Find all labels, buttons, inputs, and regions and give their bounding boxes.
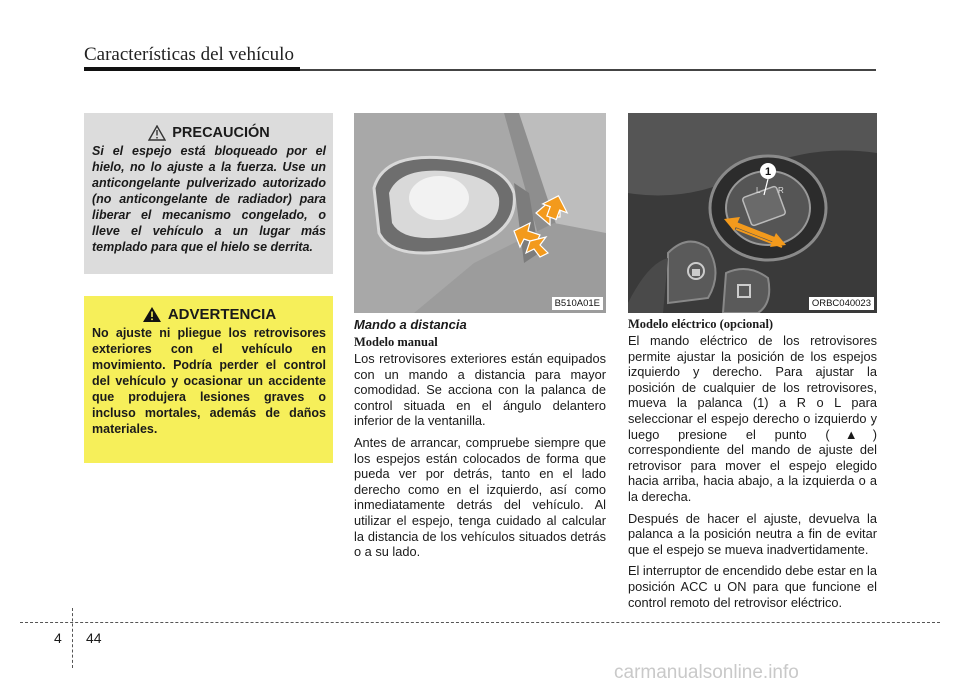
subheading-manual-model: Modelo manual bbox=[354, 335, 438, 349]
electric-paragraph-1 bbox=[628, 333, 877, 505]
figure-code-right: ORBC040023 bbox=[809, 297, 874, 310]
electric-section bbox=[628, 317, 877, 616]
callout-number-1: 1 bbox=[764, 166, 772, 178]
up-triangle-icon: ▲ bbox=[829, 426, 873, 442]
knob-label-l: L bbox=[756, 186, 761, 195]
footer-vertical-dashed-rule bbox=[72, 608, 73, 668]
watermark: carmanualsonline.info bbox=[614, 662, 799, 683]
warning-title: ADVERTENCIA bbox=[167, 306, 277, 323]
subheading-electric-model: Modelo eléctrico (opcional) bbox=[628, 317, 774, 331]
warning-triangle-icon bbox=[142, 306, 162, 323]
page-header-title: Características del vehículo bbox=[84, 44, 294, 65]
header-rule-thin bbox=[300, 69, 876, 71]
electric-paragraph-3: El interruptor de encendido debe estar en la posición ACC u ON para que funcione el control remoto del retrovisor eléctrico. bbox=[628, 563, 877, 610]
electric-paragraph-2: Después de hacer el ajuste, devuelva la palanca a la posición neutra a fin de evitar que el espejo se mueva inadvertidamente. bbox=[628, 510, 877, 557]
caution-triangle-icon bbox=[148, 125, 166, 141]
electric-p1-end: ) correspondiente del mando de ajuste del retrovisor para mover el espejo elegido hacia arriba, hacia abajo, a la izquierda o a la derecha. bbox=[628, 426, 877, 504]
mirror-illustration bbox=[354, 113, 606, 313]
electric-mirror-switch-photo bbox=[628, 113, 877, 313]
manual-section bbox=[354, 317, 606, 566]
warning-box bbox=[84, 296, 333, 463]
knob-label-r: R bbox=[778, 186, 784, 195]
caution-title: PRECAUCIÓN bbox=[172, 125, 270, 141]
manual-paragraph-1: Los retrovisores exteriores están equipados con un mando a distancia para mayor comodidad. Se acciona con la palanca de control situada en el ángulo delantero inferior de la ventanilla. bbox=[354, 351, 606, 429]
footer-dashed-rule bbox=[20, 622, 940, 623]
switch-illustration bbox=[628, 113, 877, 313]
header-rule-thick bbox=[84, 67, 300, 71]
manual-paragraph-2: Antes de arrancar, compruebe siempre que los espejos están colocados de forma que pueda ver por detrás, tanto en el lado derecho como en el izquierdo, así como inmediatamente detrás del vehículo. Al utilizar el espejo, tenga cuidado al calcular la distancia de los vehículos situados detrás o a su lado. bbox=[354, 434, 606, 560]
figure-code-left: B510A01E bbox=[552, 297, 603, 310]
page-number: 44 bbox=[86, 630, 102, 646]
manual-mirror-photo bbox=[354, 113, 606, 313]
caution-heading bbox=[92, 125, 326, 141]
section-heading-remote: Mando a distancia bbox=[354, 317, 467, 332]
chapter-number: 4 bbox=[54, 630, 62, 646]
caution-text: Si el espejo está bloqueado por el hielo, no lo ajuste a la fuerza. Use un anticongelante pulverizado autorizado (no anticongelante de radiador) para liberar el mecanismo congelado, o lleve el vehículo a un lugar más templado para que el hielo se derrita. bbox=[92, 144, 326, 254]
caution-box bbox=[84, 113, 333, 274]
electric-p1-start: El mando eléctrico de los retrovisores permite ajustar la posición de los espejos izquierdo y derecho. Para ajustar la posición de cualquier de los retrovisores, mueva la palanca (1) a R o L para seleccionar el espejo derecho o izquierdo y luego presione el punto ( bbox=[628, 333, 877, 442]
warning-heading bbox=[92, 306, 326, 323]
warning-text: No ajuste ni pliegue los retrovisores exteriores con el vehículo en movimiento. Podría perder el control del vehículo y ocasionar un accidente que produjera lesiones graves o incluso mortales, además de daños materiales. bbox=[92, 326, 326, 436]
